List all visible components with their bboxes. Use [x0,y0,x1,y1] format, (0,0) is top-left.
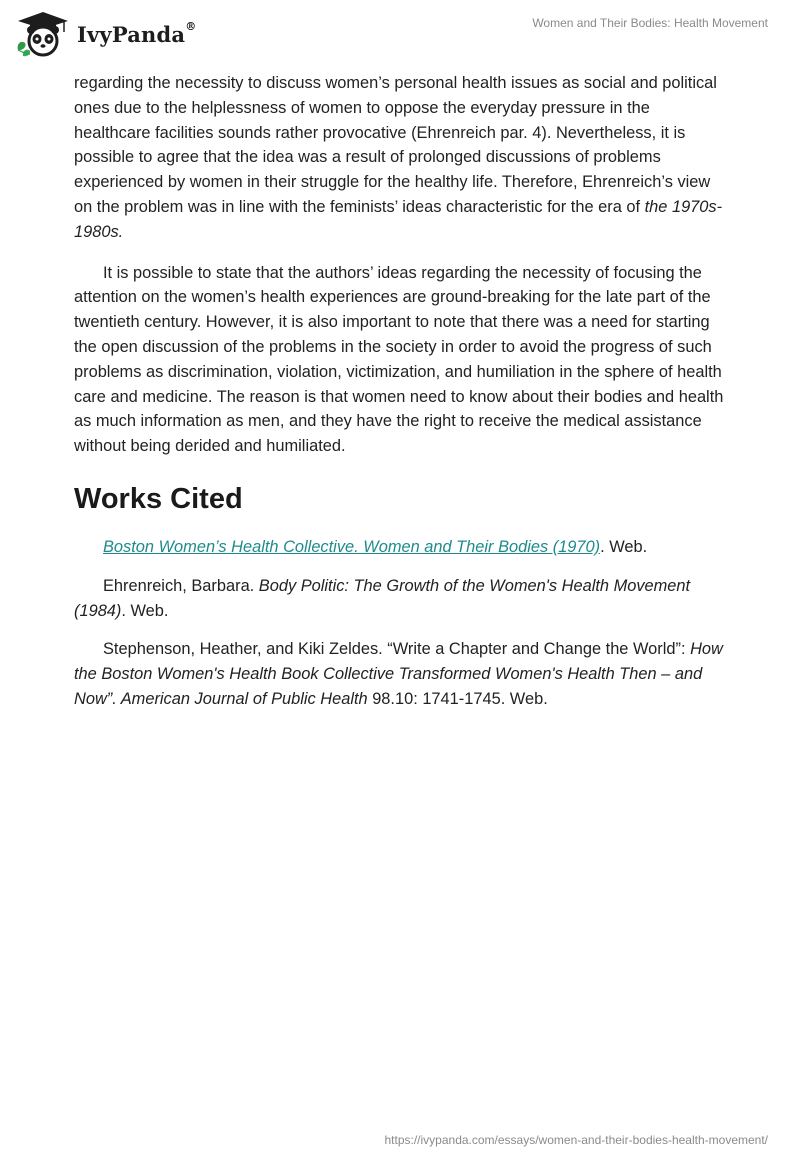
footer-url[interactable]: https://ivypanda.com/essays/women-and-their-bodies-health-movement/ [384,1133,768,1147]
panda-graduate-icon [14,10,72,58]
essay-content [74,71,726,712]
page-header [0,0,800,70]
ivypanda-logo[interactable] [14,10,196,58]
logo-wordmark: IvyPanda® [77,19,197,47]
citation-2: Ehrenreich, Barbara. Body Politic: The Growth of the Women's Health Movement (1984). Web. [74,576,691,620]
citation-1-link[interactable]: Boston Women’s Health Collective. Women and Their Bodies (1970) [103,537,601,556]
body-paragraph-1: regarding the necessity to discuss women’s personal health issues as social and political ones due to the helplessness of women to oppose the everyday pressure in the healthcare facilities sounds rather provocative (Ehrenreich par. 4). Nevertheless, it is possible to agree that the idea was a result of prolonged discussions of problems experienced by women in their struggle for the healthy life. Therefore, Ehrenreich’s view on the problem was in line with the feminists’ ideas characteristic for the era of the 1970s-1980s. [74,74,723,241]
citation-1: Boston Women’s Health Collective. Women and Their Bodies (1970). Web. [103,537,648,556]
running-title: Women and Their Bodies: Health Movement [532,16,768,30]
works-cited-heading: Works Cited [74,482,243,515]
citation-3: Stephenson, Heather, and Kiki Zeldes. “Write a Chapter and Change the World”: How the Boston Women's Health Book Collective Transformed Women's Health Then – and Now”. American Journal of Public Health 98.10: 1741-1745. Web. [74,640,723,708]
body-paragraph-2: It is possible to state that the authors’ ideas regarding the necessity of focusing the attention on the women’s health experiences are ground-breaking for the late part of the twentieth century. However, it is also important to note that there was a need for starting the open discussion of the problems in the society in order to avoid the progress of such problems as discrimination, violation, victimization, and humiliation in the sphere of health care and medicine. The reason is that women need to know about their bodies and health as much information as men, and they have the right to receive the medical assistance without being derided and humiliated. [74,263,724,456]
